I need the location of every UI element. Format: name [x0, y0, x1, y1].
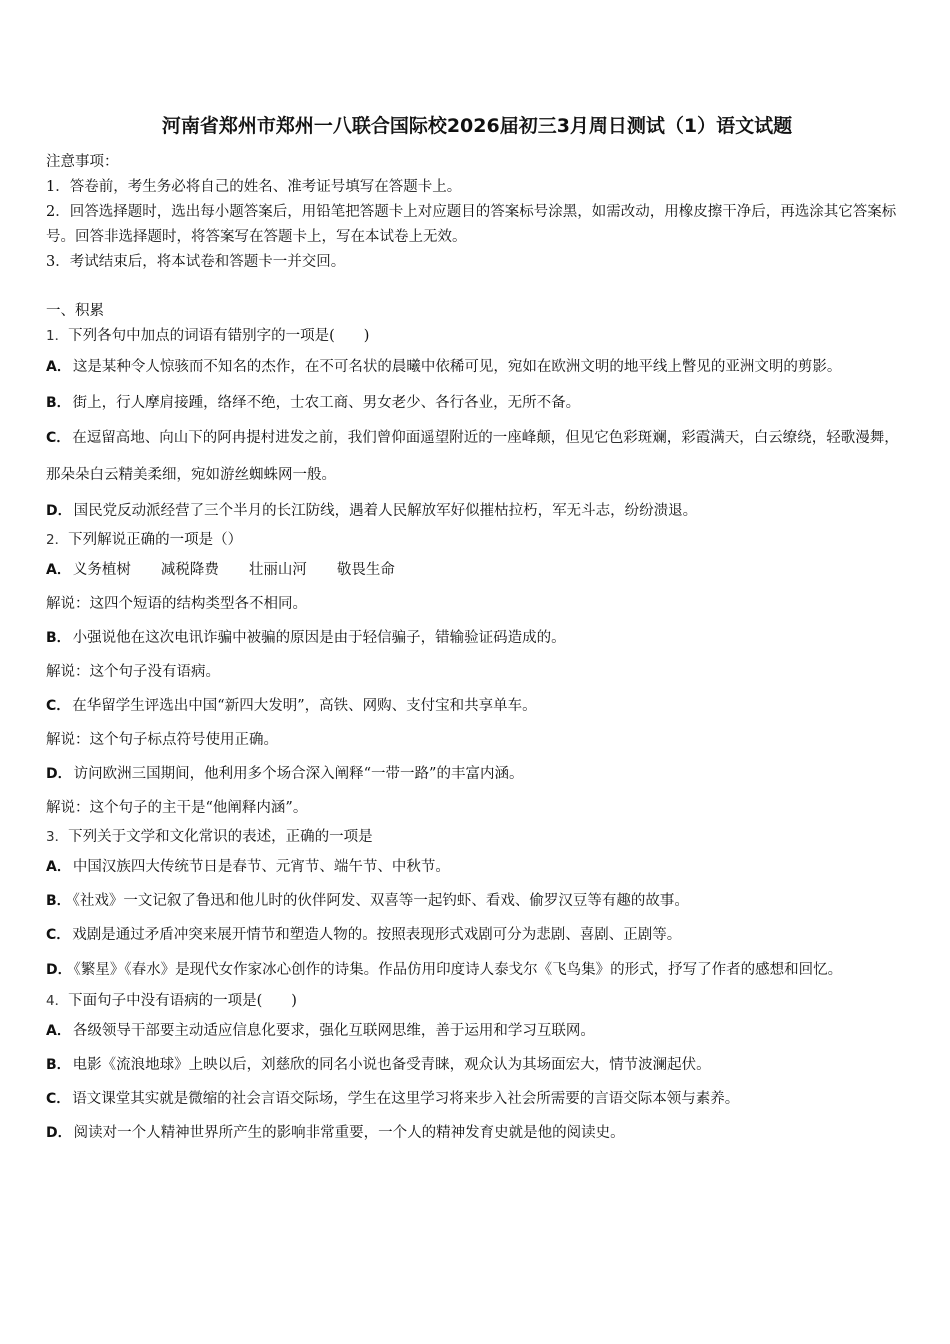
option-text: 阅读对一个人精神世界所产生的影响非常重要，一个人的精神发育史就是他的阅读史。: [73, 1125, 625, 1141]
phrase: 义务植树: [72, 562, 131, 578]
option-letter: A．: [46, 859, 71, 875]
option-text: 中国汉族四大传统节日是春节、元宵节、端午节、中秋节。: [72, 859, 450, 875]
exam-page: [46, 112, 908, 1150]
option-text: 各级领导干部要主动适应信息化要求，强化互联网思维，善于运用和学习互联网。: [72, 1023, 595, 1039]
question-3-option-c: [46, 918, 908, 952]
phrase: 壮丽山河: [248, 562, 307, 578]
option-text: 在逗留高地、向山下的阿冉提村进发之前，我们曾仰面遥望附近的一座峰颠，但见它色彩斑斓，彩霞满天，白云缭绕，轻歌漫舞，那朵朵白云精美柔细，宛如游丝蜘蛛网一般。: [46, 430, 899, 483]
question-2-option-c: [46, 689, 908, 723]
option-letter: A．: [46, 359, 71, 375]
question-text: 下列各句中加点的词语有错别字的一项是( ): [68, 328, 370, 344]
option-text: 电影《流浪地球》上映以后，刘慈欣的同名小说也备受青睐，观众认为其场面宏大，情节波澜起伏。: [72, 1057, 711, 1073]
question-1-option-b: [46, 386, 908, 420]
phrase: 减税降费: [160, 562, 219, 578]
notice-item: 2．回答选择题时，选出每小题答案后，用铅笔把答题卡上对应题目的答案标号涂黑，如需改动，用橡皮擦干净后，再选涂其它答案标号。回答非选择题时，将答案写在答题卡上，写在本试卷上无效。: [46, 204, 897, 245]
option-text: 《繁星》《春水》是现代女作家冰心创作的诗集。作品仿用印度诗人泰戈尔《飞鸟集》的形式，抒写了作者的感想和回忆。: [73, 962, 843, 978]
option-letter: C．: [46, 430, 71, 446]
section-heading: 一、积累: [46, 303, 104, 319]
question-3-option-a: [46, 850, 908, 884]
option-letter: A．: [46, 1023, 71, 1039]
option-letter: D．: [46, 503, 72, 519]
question-number: 4．: [46, 993, 69, 1009]
question-1-option-a: [46, 349, 908, 386]
question-1-option-d: [46, 494, 908, 528]
option-letter: B．: [46, 630, 71, 646]
phrase: 敬畏生命: [336, 562, 395, 578]
option-letter: A．: [46, 562, 71, 578]
option-letter: B．: [46, 1057, 71, 1073]
question-2-stem: [46, 528, 908, 553]
question-2-option-a: [46, 553, 908, 587]
option-text: 戏剧是通过矛盾冲突来展开情节和塑造人物的。按照表现形式戏剧可分为悲剧、喜剧、正剧等。: [72, 927, 682, 943]
question-text: 下列关于文学和文化常识的表述，正确的一项是: [68, 829, 373, 845]
option-letter: C．: [46, 698, 71, 714]
option-letter: D．: [46, 766, 72, 782]
option-letter: B．: [46, 893, 71, 909]
question-3-option-b: [46, 884, 908, 918]
question-4-option-d: [46, 1116, 908, 1150]
notice-item: 1．答卷前，考生务必将自己的姓名、准考证号填写在答题卡上。: [46, 179, 462, 195]
notice-block: [46, 150, 908, 275]
question-4-stem: [46, 989, 908, 1014]
question-1-stem: [46, 324, 908, 349]
question-4-option-c: [46, 1082, 908, 1116]
option-explanation: 解说：这个句子没有语病。: [46, 664, 220, 680]
question-number: 1．: [46, 328, 69, 344]
question-4-option-a: [46, 1014, 908, 1048]
option-text: 小强说他在这次电讯诈骗中被骗的原因是由于轻信骗子，错输验证码造成的。: [72, 630, 566, 646]
option-text: 访问欧洲三国期间，他利用多个场合深入阐释“一带一路”的丰富内涵。: [73, 766, 524, 782]
question-3-stem: [46, 825, 908, 850]
option-letter: C．: [46, 927, 71, 943]
notice-heading: 注意事项：: [46, 154, 119, 170]
option-explanation: 解说：这四个短语的结构类型各不相同。: [46, 596, 307, 612]
question-3-option-d: [46, 952, 908, 989]
question-text: 下面句子中没有语病的一项是( ): [68, 993, 297, 1009]
question-text: 下列解说正确的一项是（）: [68, 532, 243, 548]
option-text: 国民党反动派经营了三个半月的长江防线，遇着人民解放军好似摧枯拉朽，军无斗志，纷纷溃退。: [73, 503, 698, 519]
question-2-option-b: [46, 621, 908, 655]
option-letter: B．: [46, 395, 71, 411]
option-text: 在华留学生评选出中国“新四大发明”，高铁、网购、支付宝和共享单车。: [72, 698, 537, 714]
option-letter: D．: [46, 962, 72, 978]
notice-item: 3．考试结束后，将本试卷和答题卡一并交回。: [46, 254, 346, 270]
option-letter: D．: [46, 1125, 72, 1141]
option-text: 这是某种令人惊骇而不知名的杰作，在不可名状的晨曦中依稀可见，宛如在欧洲文明的地平线上瞥见的亚洲文明的剪影。: [72, 359, 842, 375]
option-text: 街上，行人摩肩接踵，络绎不绝，士农工商、男女老少、各行各业，无所不备。: [72, 395, 581, 411]
question-4-option-b: [46, 1048, 908, 1082]
question-number: 2．: [46, 532, 69, 548]
question-2-option-d: [46, 757, 908, 791]
option-text: 《社戏》一文记叙了鲁迅和他儿时的伙伴阿发、双喜等一起钓虾、看戏、偷罗汉豆等有趣的故事。: [72, 893, 689, 909]
option-explanation: 解说：这个句子标点符号使用正确。: [46, 732, 278, 748]
question-1-option-c: [46, 420, 908, 494]
question-number: 3．: [46, 829, 69, 845]
page-title: 河南省郑州市郑州一八联合国际校2026届初三3月周日测试（1）语文试题: [161, 115, 793, 137]
option-explanation: 解说：这个句子的主干是“他阐释内涵”。: [46, 800, 308, 816]
option-letter: C．: [46, 1091, 71, 1107]
option-text: 语文课堂其实就是微缩的社会言语交际场，学生在这里学习将来步入社会所需要的言语交际本领与素养。: [72, 1091, 740, 1107]
